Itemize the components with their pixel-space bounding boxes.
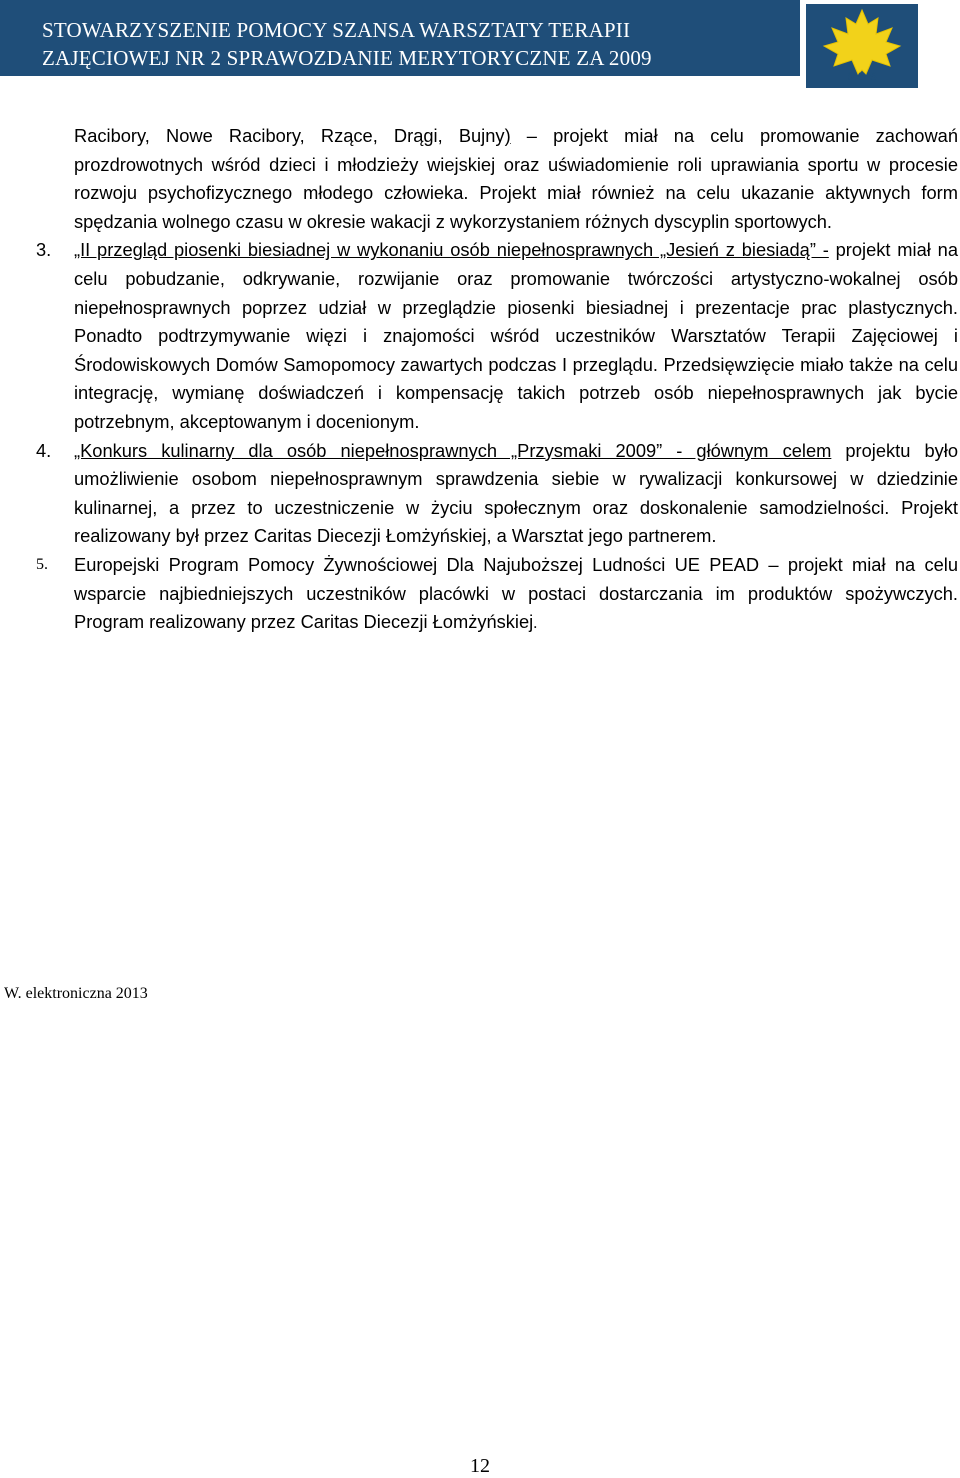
header-title [42,16,782,72]
list-item-title: „Konkurs kulinarny dla osób niepełnosprawnych „Przysmaki 2009” - głównym celem [74,439,832,461]
list-item-text: na celu wsparcie najbiedniejszych uczestników placówki w postaci dostarczania im produktów spożywczych. Program realizowany przez Caritas Diecezji Łomżyńskiej [74,553,959,633]
footer-version-note: W. elektroniczna 2013 [4,985,148,1002]
list-item-4 [36,437,958,551]
header-title-line2: ZAJĘCIOWEJ NR 2 SPRAWOZDANIE MERYTORYCZNE ZA 2009 [42,46,652,70]
list-item-number: 3. [36,239,52,261]
intro-text: – projekt miał na celu promowanie zachowań prozdrowotnych wśród dzieci i młodzieży wiejskiej oraz uświadomienie roli uprawiania sportu w procesie rozwoju psychofizycznego młodego człowieka. Projekt miał również na celu ukazanie aktywnych form spędzania wolnego czasu w okresie wakacji z wykorzystaniem różnych dyscyplin sportowych. [74,125,958,232]
intro-paragraph [74,122,958,236]
list-item-text: projekt miał na celu pobudzanie, odkrywanie, rozwijanie oraz promowanie twórczości artystyczno-wokalnej osób niepełnosprawnych poprzez udział w przeglądzie piosenki biesiadnej i prezentacje prac plastycznych. Ponadto podtrzymywanie więzi i znajomości wśród uczestników Warsztatów Terapii Zajęciowej i Środowiskowych Domów Samopomocy zawartych podczas I przeglądu. Przedsięwzięcie miało także na celu integrację, wymianę doświadczeń i kompensację takich potrzeb osób niepełnosprawnych jak bycie potrzebnym, akceptowanym i docenionym. [74,239,958,432]
list-item-number: 4. [36,439,52,461]
maple-leaf-logo-icon [806,4,918,88]
list-item-text: projektu było umożliwienie osobom niepełnosprawnym sprawdzenia siebie w rywalizacji konkursowej w dziedzinie kulinarnej, a przez to uczestniczenie w życiu społecznym oraz doskonalenie samodzielności. Projekt realizowany był przez Caritas Diecezji Łomżyńskiej, a Warsztat jego partnerem. [74,439,958,547]
list-item-title: Europejski Program Pomocy Żywnościowej Dla Najuboższej Ludności UE PEAD – projekt miał [74,553,886,575]
list-item-title: „II przegląd piosenki biesiadnej w wykonaniu osób niepełnosprawnych „Jesień z biesiadą” - [74,239,829,261]
page-header [0,0,960,90]
page-number: 12 [470,1455,490,1477]
header-title-line1: STOWARZYSZENIE POMOCY SZANSA WARSZTATY TERAPII [42,18,631,42]
document-body [36,122,959,639]
list-item-number: 5. [36,555,48,573]
intro-places: Racibory, Nowe Racibory, Rzące, Drągi, Bujny [74,125,505,146]
logo-lettering: S & S [847,69,877,83]
organization-logo [806,4,918,88]
list-item-tail: . [533,615,538,633]
intro-paren: ) [504,125,511,146]
list-item-5 [36,551,959,639]
list-item-3 [36,236,958,436]
